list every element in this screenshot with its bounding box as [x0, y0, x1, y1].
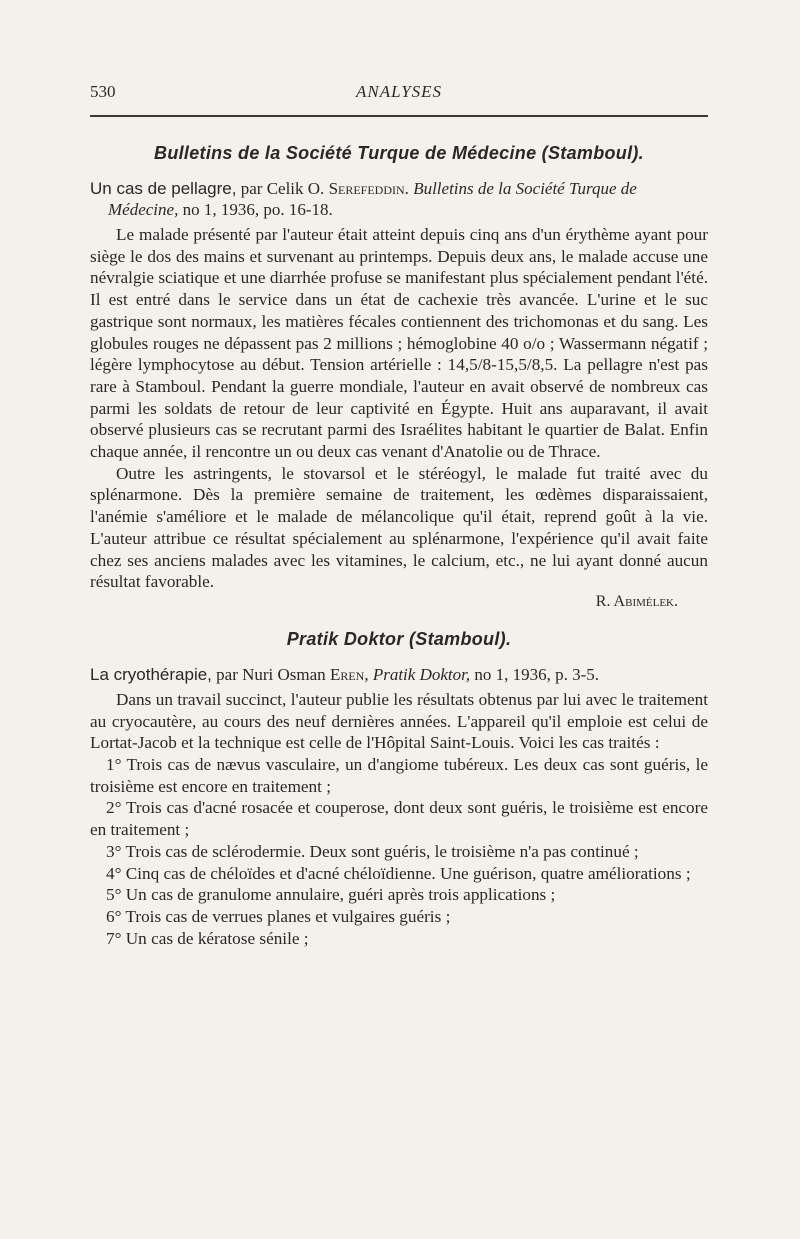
- list-item: 5° Un cas de granulome annulaire, guéri après trois applications ;: [106, 885, 556, 905]
- list-item: 7° Un cas de kératose sénile ;: [106, 928, 309, 948]
- list-item: 6° Trois cas de verrues planes et vulgaires guéris ;: [106, 906, 451, 926]
- article-journal: Pratik Doktor,: [372, 664, 471, 684]
- document-page: [90, 82, 708, 949]
- paragraph: Le malade présenté par l'auteur était atteint depuis cinq ans d'un érythème ayant pour siège le dos des mains et survenant au printemps. Depuis deux ans, le malade accuse une névralgie sciatique et une diarrhée profuse se manifestant plus spécialement pendant l'été. Il est entré dans le service dans un état de cachexie très avancée. L'urine et le suc gastrique sont normaux, les matières fécales contiennent des trichomonas et du sang. Les globules rouges ne dépassent pas 2 millions ; hémoglobine 40 o/o ; Wassermann négatif ; légère lymphocytose au début. Tension artérielle : 14,5/8-15,5/8,5. La pellagre n'est pas rare à Stamboul. Pendant la guerre mondiale, l'auteur en avait observé de nombreux cas parmi les soldats de retour de leur captivité en Égypte. Huit ans auparavant, il avait observé plusieurs cas se recrutant parmi des Israélites habitant le quartier de Balat. Enfin chaque année, il rencontre un ou deux cas venant d'Anatolie ou de Thrace.: [90, 225, 708, 462]
- paragraph: [90, 463, 708, 593]
- paragraph-text: Outre les astringents, le stovarsol et le stéréogyl, le malade fut traité avec du splénarmone. Dès la première semaine de traitement, les œdèmes disparaissaient, l'anémie s'améliore et le malade de mélancolique qu'il était, reprend goût à la vie. L'auteur attribue ce résultat spécialement au splénarmone, l'expérience qu'il avait faite chez ses anciens malades avec les vitamines, le calcium, etc., ne lui ayant donné aucun résultat favorable.: [90, 463, 708, 592]
- signature: R. Abimélek.: [595, 592, 678, 610]
- section-title-bulletins: Bulletins de la Société Turque de Médecine (Stamboul).: [154, 143, 644, 163]
- article-reference: no 1, 1936, po. 16-18.: [182, 200, 333, 219]
- paragraph: Dans un travail succinct, l'auteur publie les résultats obtenus par lui avec le traitement au cryocautère, au cours des neuf dernières années. L'appareil qu'il emploie est celui de Lortat-Jacob et la technique est celle de l'Hôpital Saint-Louis. Voici les cas traités :: [90, 689, 708, 753]
- article-title: Un cas de pellagre,: [90, 179, 237, 198]
- article-author: Serefeddin.: [328, 179, 409, 198]
- article-journal: Bulletins de la Société Turque de Médecine,: [108, 179, 637, 219]
- list-item: 4° Cinq cas de chéloïdes et d'acné chéloïdienne. Une guérison, quatre améliorations ;: [106, 863, 691, 883]
- article-by: par Nuri Osman: [216, 664, 326, 684]
- article-heading-pellagre: [90, 178, 708, 220]
- list-item: 3° Trois cas de sclérodermie. Deux sont guéris, le troisième n'a pas continué ;: [106, 841, 639, 861]
- article-title: La cryothérapie,: [90, 664, 212, 684]
- running-title: ANALYSES: [355, 82, 443, 101]
- signature-line: [90, 593, 708, 611]
- article-by: par Celik O.: [240, 179, 325, 198]
- list-item: 1° Trois cas de nævus vasculaire, un d'angiome tubéreux. Les deux cas sont guéris, le troisième est encore en traitement ;: [90, 755, 708, 796]
- page-number: 530: [90, 82, 116, 101]
- list-item: 2° Trois cas d'acné rosacée et couperose, dont deux sont guéris, le troisième est encore en traitement ;: [90, 798, 708, 840]
- article-heading-cryotherapie: [90, 664, 708, 685]
- article-reference: no 1, 1936, p. 3-5.: [474, 664, 600, 684]
- section-title-pratik-doktor: Pratik Doktor (Stamboul).: [286, 628, 512, 649]
- article-author: Eren,: [329, 664, 369, 684]
- page-header: [90, 82, 708, 108]
- header-rule: [90, 115, 708, 117]
